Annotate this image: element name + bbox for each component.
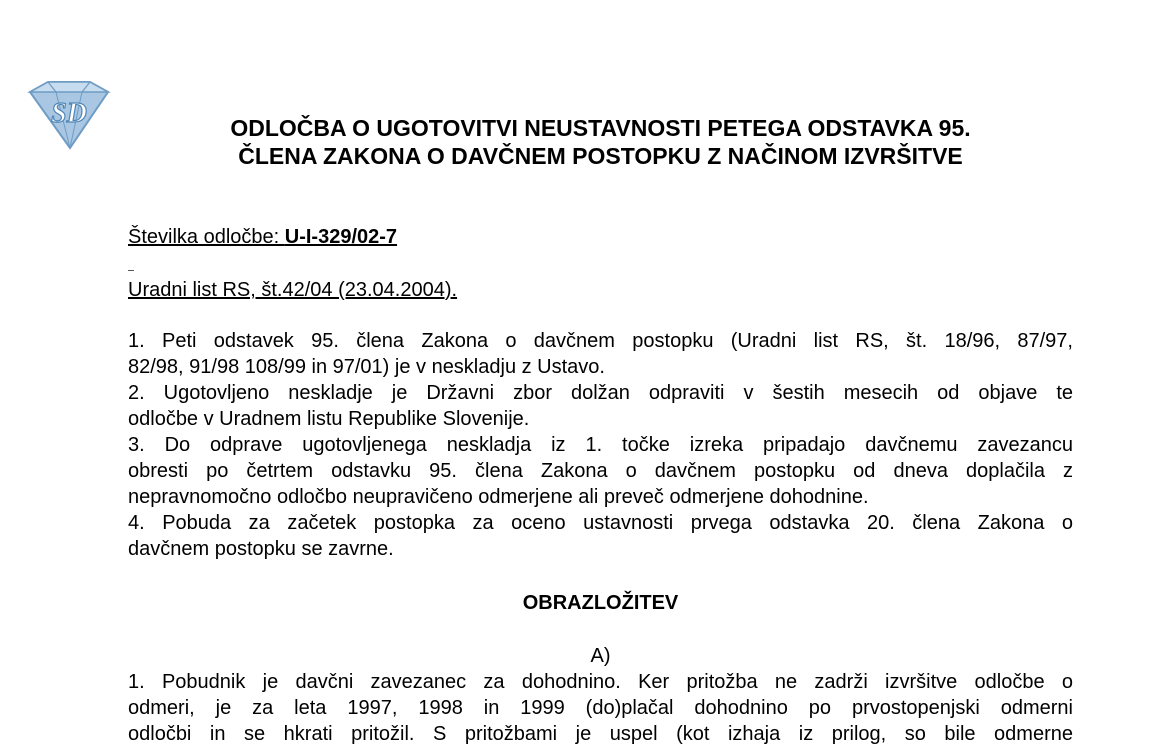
operative-line: 1. Peti odstavek 95. člena Zakona o davčnem postopku (Uradni list RS, št. 18/96, 87/97,	[128, 330, 1073, 352]
reasoning-body	[128, 669, 1073, 747]
operative-line: 82/98, 91/98 108/99 in 97/01) je v neskladju z Ustavo.	[128, 356, 605, 378]
reasoning-heading: OBRAZLOŽITEV	[522, 592, 679, 614]
operative-line: davčnem postopku se zavrne.	[128, 538, 394, 560]
decision-number-label: Številka odločbe:	[128, 226, 285, 248]
operative-part	[128, 328, 1073, 562]
reasoning-line: odmeri, je za leta 1997, 1998 in 1999 (do)plačal dohodnino po prvostopenjski odmerni	[128, 697, 1073, 719]
decision-number	[128, 226, 397, 249]
svg-text:SD: SD	[51, 98, 87, 129]
document-title	[128, 114, 1073, 170]
operative-line: 4. Pobuda za začetek postopka za oceno ustavnosti prvega odstavka 20. člena Zakona o	[128, 512, 1073, 534]
gazette-reference: Uradni list RS, št.42/04 (23.04.2004).	[128, 279, 458, 301]
title-line: ČLENA ZAKONA O DAVČNEM POSTOPKU Z NAČINOM IZVRŠITVE	[238, 143, 963, 169]
operative-line: 2. Ugotovljeno neskladje je Državni zbor dolžan odpraviti v šestih mesecih od objave te	[128, 382, 1073, 404]
operative-line: odločbe v Uradnem listu Republike Slovenije.	[128, 408, 530, 430]
operative-line: obresti po četrtem odstavku 95. člena Zakona o davčnem postopku od dneva doplačila z	[128, 460, 1073, 482]
operative-line: nepravnomočno odločbo neupravičeno odmerjene ali preveč odmerjene dohodnine.	[128, 486, 869, 508]
title-line: ODLOČBA O UGOTOVITVI NEUSTAVNOSTI PETEGA ODSTAVKA 95.	[230, 115, 971, 141]
reasoning-line: 1. Pobudnik je davčni zavezanec za dohodnino. Ker pritožba ne zadrži izvršitve odločbe o	[128, 671, 1073, 693]
section-label: A)	[590, 645, 611, 667]
divider-mark	[128, 270, 134, 271]
reasoning-line: odločbi in se hkrati pritožil. S pritožbami je uspel (kot izhaja iz prilog, so bile odmerne	[128, 723, 1073, 745]
logo-icon	[26, 78, 112, 150]
operative-line: 3. Do odprave ugotovljenega neskladja iz 1. točke izreka pripadajo davčnemu zavezancu	[128, 434, 1073, 456]
decision-number-value: U-I-329/02-7	[284, 226, 398, 248]
